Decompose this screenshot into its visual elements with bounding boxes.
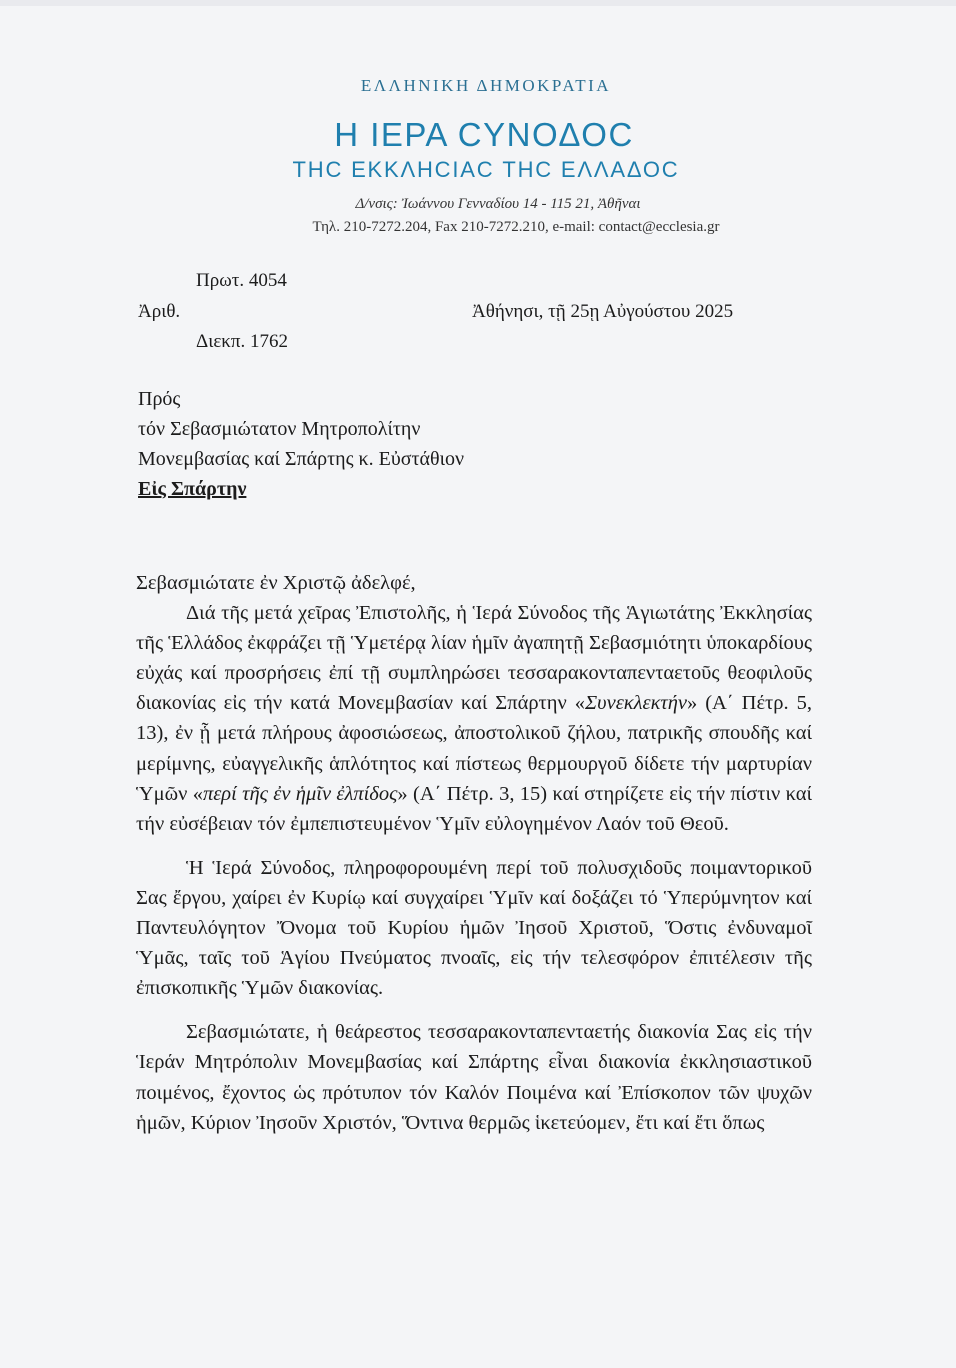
letter-body: [136, 568, 812, 1138]
dispatch-number: Διεκπ. 1762: [196, 331, 288, 352]
paragraph-1-text-c: » (Α΄ Πέτρ. 3, 15) καί στηρίζετε εἰς τήν πίστιν καί τήν εὐσέβειαν τόν ἐμπεπιστευμένον Ὑμῖν εὐλογημένον Λαόν τοῦ Θεοῦ.: [136, 782, 812, 835]
paragraph-1-text-b: » (Α΄ Πέτρ. 5, 13), ἐν ᾗ μετά πλήρους ἀφοσιώσεως, ἀποστολικοῦ ζήλου, πατρικῆς σπουδῆς καί μερίμνης, εὐαγγελικῆς ἁπλότητος καί πίστεως θερμουργοῦ δίδετε τήν μαρτυρίαν Ὑμῶν «: [136, 692, 812, 805]
recipient-destination: Εἰς Σπάρτην: [138, 478, 247, 500]
letterhead-contact: Τηλ. 210-7272.204, Fax 210-7272.210, e-mail: contact@ecclesia.gr: [312, 219, 720, 235]
recipient-name: Μονεμβασίας καί Σπάρτης κ. Εὐστάθιον: [138, 448, 465, 470]
letter-date: Ἀθήνησι, τῇ 25ῃ Αὐγούστου 2025: [472, 301, 734, 322]
protocol-number: Πρωτ. 4054: [196, 270, 287, 291]
letterhead-synod-title: Η ΙΕΡΑ CΥΝΟΔΟC: [334, 116, 634, 153]
recipient-title: τόν Σεβασμιώτατον Μητροπολίτην: [138, 418, 421, 440]
paragraph-1-text-a: Διά τῆς μετά χεῖρας Ἐπιστολῆς, ἡ Ἱερά Σύνοδος τῆς Ἁγιωτάτης Ἐκκλησίας τῆς Ἑλλάδος ἐκφράζει τῇ Ὑμετέρᾳ λίαν ἡμῖν ἀγαπητῇ Σεβασμιότητι ὑποκαρδίους εὐχάς καί προσρήσεις ἐπί τῇ συμπληρώσει τεσσαρακονταπενταετοῦς θεοφιλοῦς διακονίας εἰς τήν κατά Μονεμβασίαν καί Σπάρτην «: [136, 602, 812, 715]
paragraph-1: [136, 598, 812, 839]
recipient-to: Πρός: [138, 388, 181, 410]
paragraph-1-quote-2: περί τῆς ἐν ἡμῖν ἐλπίδος: [202, 782, 398, 805]
recipient-block: [138, 384, 464, 504]
paragraph-1-quote-1: Συνεκλεκτήν: [585, 692, 688, 715]
number-label: Ἀριθ.: [138, 301, 181, 322]
page-top-edge: [0, 0, 956, 6]
salutation: Σεβασμιώτατε ἐν Χριστῷ ἀδελφέ,: [136, 572, 416, 594]
letterhead-address: Δ/νσις: Ἰωάννου Γενναδίου 14 - 115 21, Ἀθῆναι: [355, 196, 641, 212]
paragraph-2: Ἡ Ἱερά Σύνοδος, πληροφορουμένη περί τοῦ πολυσχιδοῦς ποιμαντορικοῦ Σας ἔργου, χαίρει ἐν Κυρίῳ καί συγχαίρει Ὑμῖν καί δοξάζει τό Ὑπερύμνητον καί Παντευλόγητον Ὄνομα τοῦ Κυρίου ἡμῶν Ἰησοῦ Χριστοῦ, Ὅστις ἐνδυναμοῖ Ὑμᾶς, ταῖς τοῦ Ἁγίου Πνεύματος πνοαῖς, εἰς τήν τελεσφόρον ἐπιτέλεσιν τῆς ἐπισκοπικῆς Ὑμῶν διακονίας.: [136, 856, 812, 1000]
paragraph-3: Σεβασμιώτατε, ἡ θεάρεστος τεσσαρακονταπενταετής διακονία Σας εἰς τήν Ἱεράν Μητρόπολιν Μονεμβασίας καί Σπάρτης εἶναι διακονία ἐκκλησιαστικοῦ ποιμένος, ἔχοντος ὡς πρότυπον τόν Καλόν Ποιμένα καί Ἐπίσκοπον τῶν ψυχῶν ἡμῶν, Κύριον Ἰησοῦν Χριστόν, Ὅντινα θερμῶς ἱκετεύομεν, ἔτι καί ἔτι ὅπως: [136, 1021, 812, 1134]
letterhead-church-title: ΤΗC ΕΚΚΛΗCΙΑC ΤΗC ΕΛΛΑΔΟC: [292, 157, 680, 182]
letterhead-republic: ΕΛΛΗΝΙΚΗ ΔΗΜΟΚΡΑΤΙΑ: [360, 76, 612, 95]
